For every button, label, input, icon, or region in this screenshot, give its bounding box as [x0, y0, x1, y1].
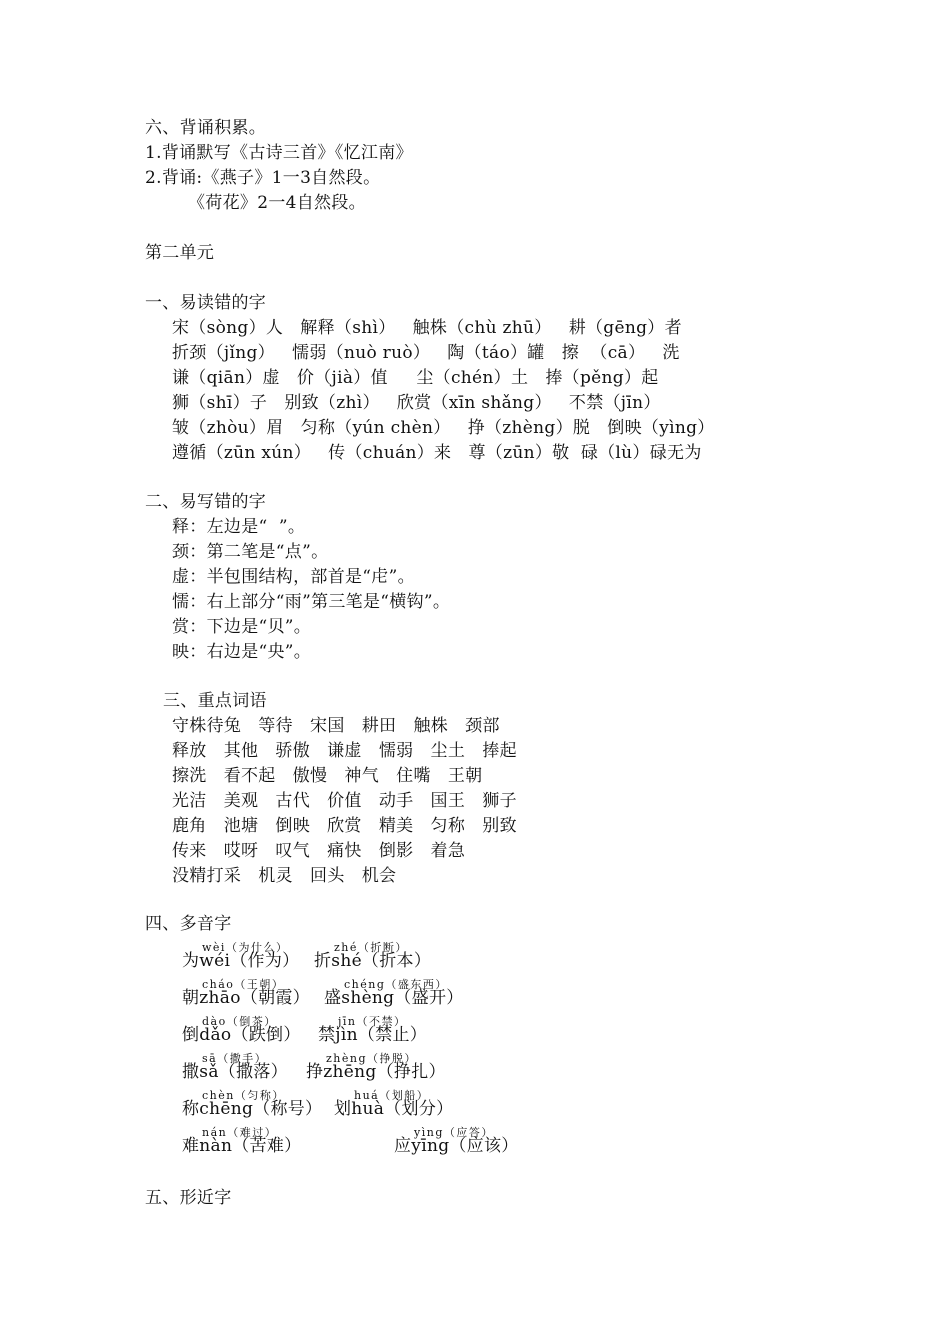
- polyphone-main-reading: 划huà（划分）: [334, 1099, 454, 1119]
- similar-heading: 五、形近字: [145, 1188, 232, 1208]
- miswrite-row: 懦：右上部分“雨”第三笔是“横钩”。: [172, 592, 451, 612]
- polyphone-main-reading: 折shé（折本）: [314, 951, 432, 971]
- recite-item: 《荷花》2一4自然段。: [188, 193, 366, 213]
- polyphone-alt-reading: nán（难过）: [202, 1126, 278, 1139]
- recite-item: 1.背诵默写《古诗三首》《忆江南》: [145, 143, 413, 163]
- miswrite-row: 赏：下边是“贝”。: [172, 617, 312, 637]
- miswrite-heading: 二、易写错的字: [145, 492, 267, 512]
- polyphone-alt-reading: zhé（折断）: [334, 941, 408, 954]
- polyphone-alt-reading: chèn（匀称）: [202, 1089, 285, 1102]
- unit-title: 第二单元: [145, 243, 215, 263]
- keywords-row: 守株待兔 等待 宋国 耕田 触株 颈部: [172, 716, 500, 736]
- polyphone-alt-reading: wèi（为什么）: [202, 941, 289, 954]
- polyphone-alt-reading: dào（倒茶）: [202, 1015, 277, 1028]
- recite-item: 2.背诵:《燕子》1一3自然段。: [145, 168, 381, 188]
- miswrite-row: 释：左边是“ ”。: [172, 517, 306, 537]
- polyphone-alt-reading: chéng（盛东西）: [344, 978, 448, 991]
- polyphone-row: [0, 1127, 950, 1163]
- keywords-row: 释放 其他 骄傲 谦虚 懦弱 尘土 捧起: [172, 741, 517, 761]
- polyphone-main-reading: 倒dǎo（跌倒）: [182, 1025, 301, 1045]
- miswrite-row: 颈：第二笔是“点”。: [172, 542, 329, 562]
- keywords-heading: 三、重点词语: [163, 691, 267, 711]
- polyphone-main-reading: 盛shèng（盛开）: [324, 988, 464, 1008]
- keywords-row: 没精打采 机灵 回头 机会: [172, 866, 397, 886]
- polyphone-main-reading: 难nàn（苦难）: [182, 1136, 302, 1156]
- misread-row: 狮（shī）子 别致（zhì） 欣赏（xīn shǎng） 不禁（jīn）: [172, 393, 661, 413]
- polyphone-row: [0, 1090, 950, 1126]
- misread-row: 遵循（zūn xún） 传（chuán）来 尊（zūn）敬 碌（lù）碌无为: [172, 443, 702, 463]
- polyphone-row: [0, 979, 950, 1015]
- polyphone-main-reading: 挣zhēng（挣扎）: [306, 1062, 446, 1082]
- polyphone-main-reading: 称chēng（称号）: [182, 1099, 323, 1119]
- polyphone-main-reading: 朝zhāo（朝霞）: [182, 988, 310, 1008]
- polyphone-main-reading: 为wéi（作为）: [182, 951, 300, 971]
- misread-row: 折颈（jǐng） 懦弱（nuò ruò） 陶（táo）罐 擦 （cā） 洗: [172, 343, 680, 363]
- misread-heading: 一、易读错的字: [145, 293, 267, 313]
- polyphone-alt-reading: cháo（王朝）: [202, 978, 285, 991]
- misread-row: 皱（zhòu）眉 匀称（yún chèn） 挣（zhèng）脱 倒映（yìng）: [172, 418, 715, 438]
- keywords-row: 传来 哎呀 叹气 痛快 倒影 着急: [172, 841, 466, 861]
- polyphone-alt-reading: huá（划船）: [354, 1089, 430, 1102]
- polyphone-alt-reading: yìng（应答）: [414, 1126, 494, 1139]
- miswrite-row: 映：右边是“央”。: [172, 642, 312, 662]
- misread-row: 谦（qiān）虚 价（jià）值 尘（chén）土 捧（pěng）起: [172, 368, 659, 388]
- polyphone-row: [0, 1053, 950, 1089]
- polyphone-main-reading: 撒sǎ（撒落）: [182, 1062, 288, 1082]
- recite-heading: 六、背诵积累。: [145, 118, 267, 138]
- polyphone-main-reading: 禁jìn（禁止）: [318, 1025, 428, 1045]
- misread-row: 宋（sòng）人 解释（shì） 触株（chù zhū） 耕（gēng）者: [172, 318, 682, 338]
- polyphone-entry: [394, 1126, 519, 1203]
- polyphone-row: [0, 1016, 950, 1052]
- keywords-row: 擦洗 看不起 傲慢 神气 住嘴 王朝: [172, 766, 483, 786]
- polyphone-alt-reading: sā（撒手）: [202, 1052, 268, 1065]
- keywords-row: 光洁 美观 古代 价值 动手 国王 狮子: [172, 791, 517, 811]
- miswrite-row: 虚：半包围结构，部首是“虍”。: [172, 567, 415, 587]
- keywords-row: 鹿角 池塘 倒映 欣赏 精美 匀称 别致: [172, 816, 517, 836]
- polyphone-alt-reading: zhèng（挣脱）: [326, 1052, 418, 1065]
- polyphones-heading: 四、多音字: [145, 914, 232, 934]
- polyphone-alt-reading: jīn（不禁）: [338, 1015, 407, 1028]
- polyphone-main-reading: 应yīng（应该）: [394, 1136, 519, 1156]
- polyphone-row: [0, 942, 950, 978]
